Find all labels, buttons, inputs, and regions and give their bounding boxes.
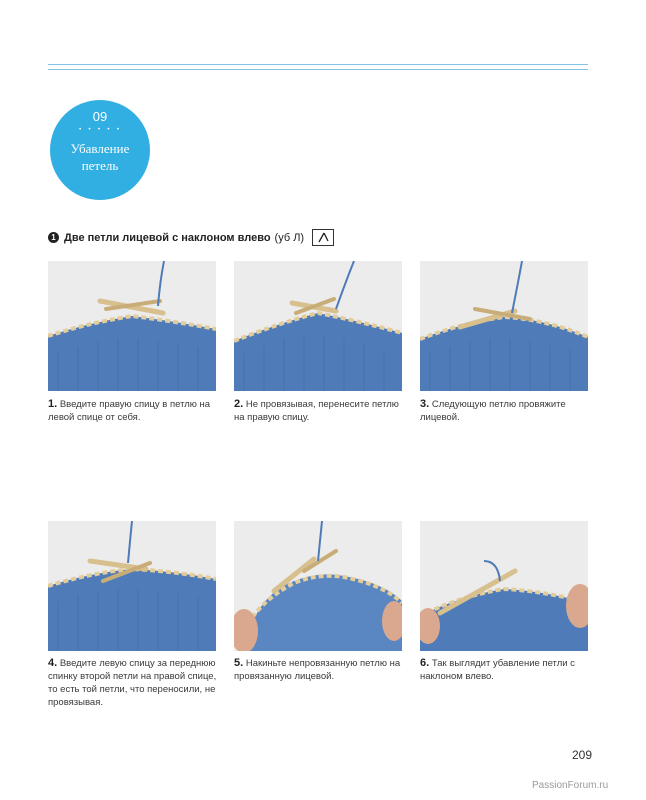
step-text: Введите левую спицу за переднюю спинку второй петли на правой спице, то есть той петли, что переносили, не провязывая. — [48, 658, 217, 708]
step-photo — [420, 521, 588, 651]
knitting-photo-icon — [234, 521, 402, 651]
top-rule — [48, 69, 588, 70]
section-heading — [48, 229, 334, 246]
knitting-photo-icon — [420, 261, 588, 391]
step-number: 3. — [420, 398, 430, 410]
badge-number: 09 — [92, 109, 108, 124]
step-number: 6. — [420, 657, 430, 669]
step-caption — [234, 657, 406, 683]
step-text: Накиньте непровязанную петлю на провязанную лицевой. — [234, 658, 401, 682]
step-caption — [420, 398, 592, 424]
step-caption — [234, 398, 406, 424]
knitting-photo-icon — [48, 261, 216, 391]
step-photo — [234, 521, 402, 651]
step-number: 4. — [48, 657, 58, 669]
knit-2-together-left-icon — [312, 229, 334, 246]
step-caption — [48, 398, 220, 424]
knitting-photo-icon — [420, 521, 588, 651]
step-text: Введите правую спицу в петлю на левой спице от себя. — [48, 399, 211, 423]
heading-bullet: 1 — [48, 232, 59, 243]
badge-dots: • • • • • — [78, 126, 122, 133]
step-caption — [48, 657, 220, 709]
badge-title-line: Убавление — [70, 141, 130, 156]
knitting-photo-icon — [48, 521, 216, 651]
step-caption — [420, 657, 592, 683]
step-text: Следующую петлю провяжите лицевой. — [420, 399, 566, 423]
heading-suffix: (уб Л) — [274, 231, 305, 244]
step-text: Так выглядит убавление петли с наклоном влево. — [420, 658, 575, 682]
top-rule — [48, 64, 588, 65]
section-badge — [50, 100, 150, 200]
badge-title-line: петель — [81, 158, 119, 173]
step-photo — [48, 261, 216, 391]
knitting-photo-icon — [234, 261, 402, 391]
watermark: PassionForum.ru — [532, 780, 609, 791]
step-number: 2. — [234, 398, 244, 410]
step-number: 5. — [234, 657, 244, 669]
step-text: Не провязывая, перенесите петлю на правую спицу. — [234, 399, 399, 423]
badge-title — [50, 140, 150, 174]
step-photo — [48, 521, 216, 651]
heading-title: Две петли лицевой с наклоном влево — [64, 231, 271, 244]
step-number: 1. — [48, 398, 58, 410]
step-photo — [234, 261, 402, 391]
page-number: 209 — [572, 748, 593, 762]
step-photo — [420, 261, 588, 391]
